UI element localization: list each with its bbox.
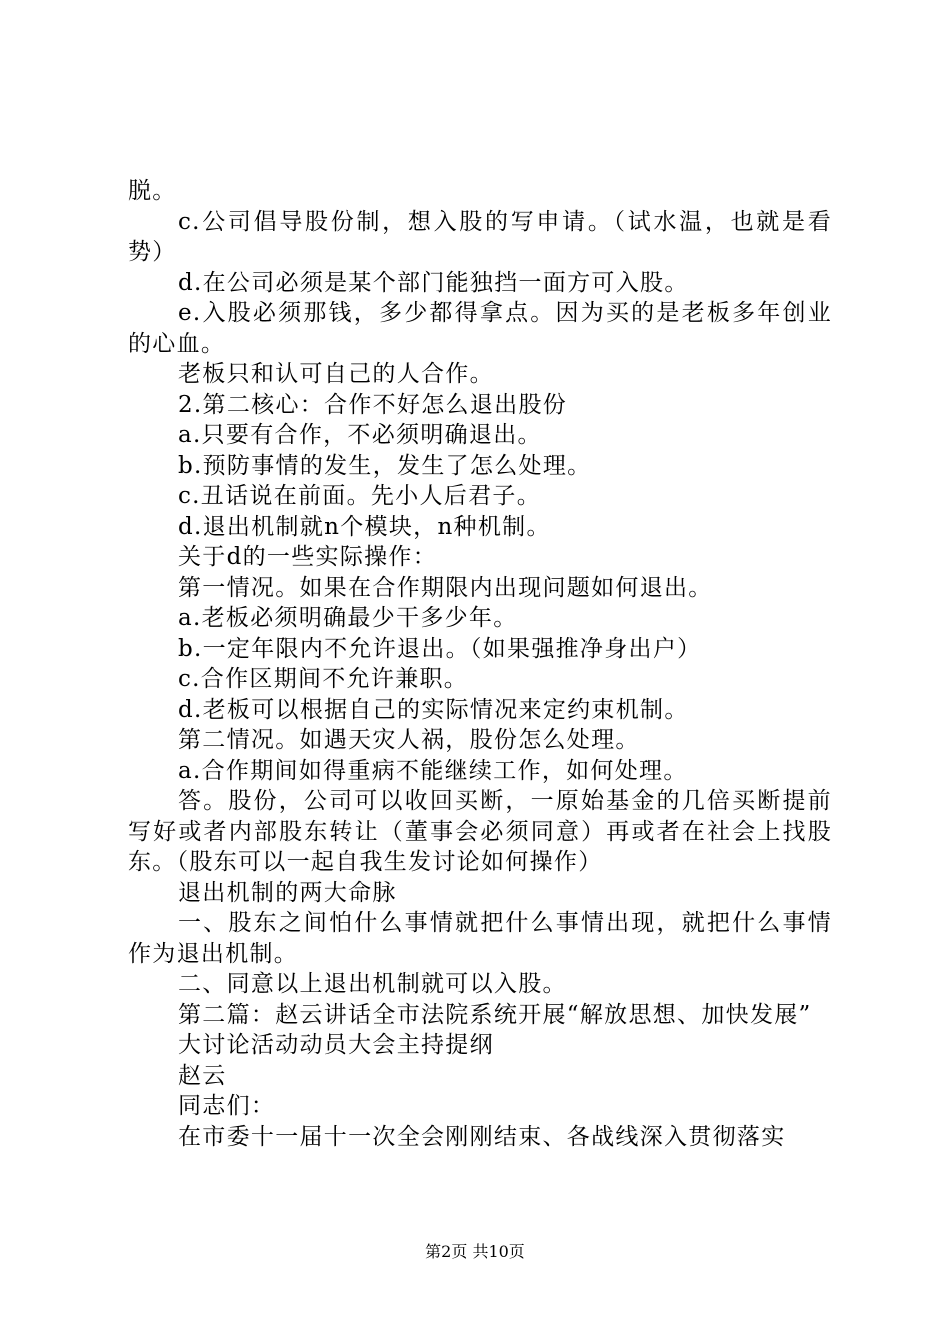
paragraph: 在市委十一届十一次全会刚刚结束、各战线深入贯彻落实 <box>178 1123 786 1150</box>
paragraph: 答。股份，公司可以收回买断，一原始基金的几倍买断提前写好或者内部股东转让（董事会必须同意）再或者在社会上找股东。（股东可以一起自我生发讨论如何操作） <box>128 788 832 875</box>
paragraph: b.一定年限内不允许退出。（如果强推净身出户） <box>178 635 702 662</box>
paragraph: 脱。 <box>128 178 177 204</box>
paragraph: 二、同意以上退出机制就可以入股。 <box>178 971 567 997</box>
paragraph: a.只要有合作，不必须明确退出。 <box>178 422 542 448</box>
salutation: 同志们： <box>178 1093 276 1119</box>
paragraph: 一、股东之间怕什么事情就把什么事情出现，就把什么事情作为退出机制。 <box>128 910 832 967</box>
paragraph: a.合作期间如得重病不能继续工作，如何处理。 <box>178 757 688 784</box>
paragraph: e.入股必须那钱，多少都得拿点。因为买的是老板多年创业的心血。 <box>128 300 832 357</box>
section-heading: 第二篇：赵云讲话全市法院系统开展“解放思想、加快发展” <box>178 1001 812 1028</box>
paragraph: d.在公司必须是某个部门能独挡一面方可入股。 <box>178 269 689 296</box>
paragraph: d.退出机制就n个模块，n种机制。 <box>178 513 551 540</box>
page-number-footer: 第2页 共10页 <box>425 1242 525 1261</box>
paragraph: 第一情况。如果在合作期限内出现问题如何退出。 <box>178 574 713 601</box>
paragraph: 老板只和认可自己的人合作。 <box>178 361 494 387</box>
author-name: 赵云 <box>178 1062 227 1089</box>
paragraph: 退出机制的两大命脉 <box>178 879 397 906</box>
paragraph: d.老板可以根据自己的实际情况来定约束机制。 <box>178 696 689 723</box>
paragraph: 2.第二核心：合作不好怎么退出股份 <box>178 391 568 418</box>
section-subheading: 大讨论活动动员大会主持提纲 <box>178 1032 494 1058</box>
document-body <box>128 176 832 1152</box>
paragraph: 关于d的一些实际操作： <box>178 544 438 570</box>
paragraph: c.合作区期间不允许兼职。 <box>178 666 469 692</box>
paragraph: b.预防事情的发生，发生了怎么处理。 <box>178 452 592 479</box>
paragraph: c.丑话说在前面。先小人后君子。 <box>178 483 541 509</box>
paragraph: 第二情况。如遇天灾人祸，股份怎么处理。 <box>178 727 640 753</box>
paragraph: c.公司倡导股份制，想入股的写申请。（试水温，也就是看势） <box>128 208 832 265</box>
paragraph: a.老板必须明确最少干多少年。 <box>178 605 518 631</box>
